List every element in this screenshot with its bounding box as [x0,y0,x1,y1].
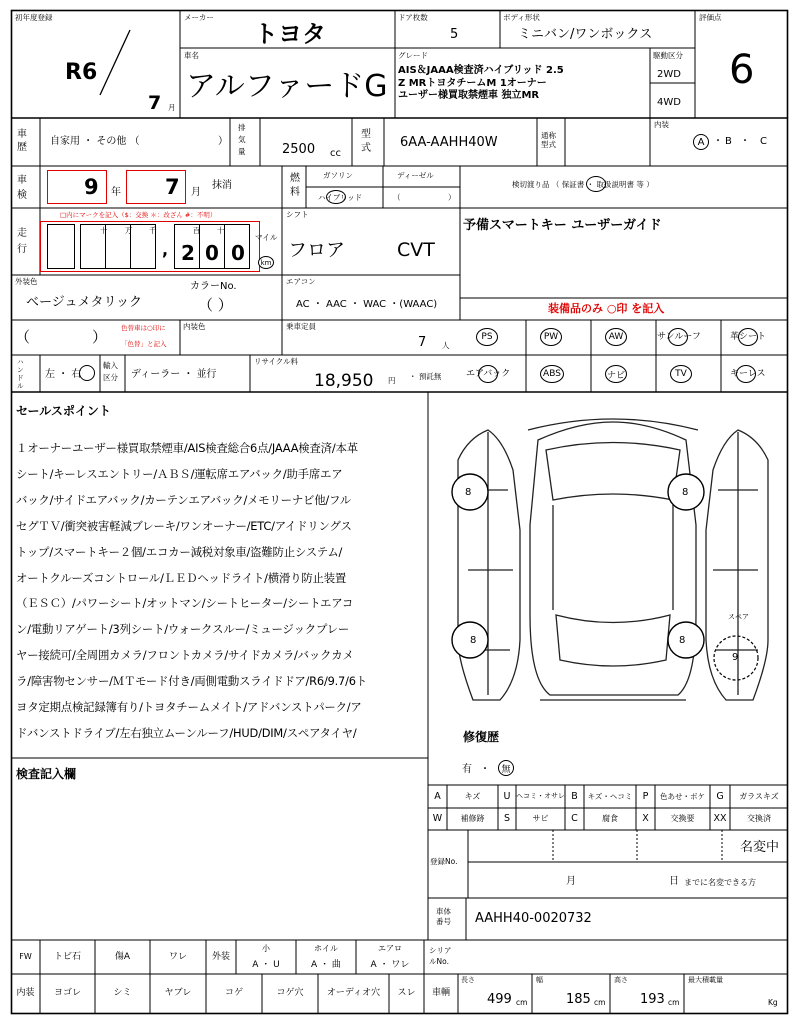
keyless-circle [736,365,756,383]
equipment-tv: TV [670,365,692,383]
sales-line: （ＥＳＣ）/パワーシート/オットマン/シートヒーター/シートエアコ [16,596,354,611]
cancelled: 抹消 [212,180,232,191]
interior-label: 内装 [16,988,35,998]
accessories: 予備スマートキー ユーザーガイド [463,218,662,233]
legend-code: B [571,790,578,802]
month-unit: 月 [191,187,201,198]
legend-code: C [571,813,578,825]
year-unit: 年 [111,187,121,198]
color: ベージュメタリック [26,295,142,310]
exterior-label: 外装 [211,951,230,962]
mileage-digit: 0 [231,241,245,265]
width-value: 185 [566,992,591,1007]
body-type: ミニバン/ワンボックス [518,27,653,42]
registration-deadline: までに名変できる方 [684,878,756,887]
color-change-close: ） [92,328,108,346]
fuel-diesel: ディーゼル [397,171,434,180]
sales-line: セグＴＶ/衝突被害軽減ブレーキ/ワンオーナー/ETC/アイドリングス [16,518,352,533]
grade-label: グレード [398,51,428,60]
dot: ・ [713,136,723,147]
first-reg-label: 初年度登録 [15,13,53,22]
recycle-amount: 18,950 [314,371,374,391]
fw-item: トビ石 [53,951,81,962]
grade-line-1: AIS＆JAAA検査済ハイブリッド 2.5 [398,65,564,76]
interior-item: ヤブレ [164,988,192,998]
transmission: CVT [397,239,435,261]
wheel-label: ホイル [314,943,338,953]
legend-desc: 交換済 [747,814,771,823]
sales-line: ドバンストドライブ/左右独立ムーンルーフ/HUD/DIM/スペアタイヤ/ [16,725,357,740]
fuel-label: 燃料 [290,173,300,198]
ac-options: AC ・ AAC ・ WAC ・(WAAC) [296,299,438,310]
history-value: 自家用 ・ その他 （ [50,136,140,147]
documents: 検切渡り品 （ 保証書 ・ 取扱説明書 等 ） [512,180,654,189]
history-label: 車歴 [17,129,27,153]
drive-4wd: 4WD [657,97,681,108]
interior-item: スレ [397,988,416,998]
equipment-abs: ABS [540,365,564,383]
sales-line: トップ/スマートキー２個/エコカー減税対象車/盗難防止システム/ [16,544,343,559]
interior-item: シミ [113,988,132,998]
cm-unit: cm [668,998,680,1007]
height-value: 193 [640,992,665,1007]
mileage-comma: , [162,240,169,259]
shift-type: フロア [288,239,346,261]
equipment-pw: PW [540,328,562,346]
drive-label: 駆動区分 [653,51,683,60]
unit-label: 十 [217,226,225,235]
cm-unit: cm [516,998,528,1007]
maker: トヨタ [254,20,326,48]
aero-value: A ・ ワレ [370,960,410,970]
ac-label: エアコン [286,277,316,286]
airbag-circle [478,365,498,383]
color-label: 外装色 [15,277,38,286]
mileage-note: □内にマークを記入（$：交換 ＊：改ざん #：不明） [60,211,217,219]
displacement-unit: cc [330,148,341,159]
body-type-label: ボディ形状 [503,13,540,22]
legend-code: S [503,813,511,825]
color-change-note-2: 「色替」と記入 [121,340,167,348]
max-load-unit: Kg [768,998,778,1007]
capacity: 7 [418,335,427,350]
legend-code: W [432,813,443,825]
recycle-label: リサイクル料 [254,357,298,366]
fuel-gasoline: ガソリン [323,171,353,180]
legend-code: G [716,790,724,802]
interior-grade-a: A [693,134,709,150]
fuel-other-close: ） [448,193,456,202]
aero-label: エアロ [378,943,402,953]
legend-desc: キズ・ヘコミ [587,791,633,801]
model: 6AA-AAHH40W [400,135,498,150]
dot: ・ [740,136,750,147]
first-reg-month: 7 [148,92,162,114]
repair-no: 無 [498,760,514,776]
fuel-other-open: （ [393,193,401,202]
score: 6 [729,47,755,93]
doors: 5 [450,27,459,42]
equipment-navi: ナビ [605,365,627,383]
spare-value: 9 [732,652,739,663]
vin-label: 車体番号 [436,907,451,926]
interior-item: ヨゴレ [53,988,81,998]
sales-line: バック/サイドエアバック/カーテンエアバック/メモリーナビ他/フル [16,492,351,507]
documents-circle [586,176,606,192]
tire-front-right: 8 [682,487,689,498]
tire-front-left: 8 [465,487,472,498]
inspection-month: 7 [165,175,180,199]
sales-line: シート/キーレスエントリー/ＡＢＳ/運転席エアバック/助手席エア [16,466,343,481]
equipment-aw: AW [605,328,627,346]
capacity-unit: 人 [442,341,450,350]
dimensions-label: 車輌 [431,988,450,998]
legend-desc: ヘコミ・オサレ [516,792,565,800]
repair-label: 修復歴 [463,730,500,744]
grade-line-3: ユーザー様買取禁煙車 独立MR [398,90,540,101]
recycle-unit: 円 [388,376,396,385]
first-reg-month-unit: 月 [168,103,176,112]
width-label: 幅 [536,976,543,984]
height-label: 高さ [614,976,628,984]
sales-line: オートクルーズコントロール/ＬＥＤヘッドライト/横滑り防止装置 [16,570,347,585]
name-change: 名変中 [740,840,780,855]
mileage-digit: 0 [205,241,219,265]
doors-label: ドア枚数 [398,13,428,22]
legend-desc: キズ [464,791,481,801]
inspection-year: 9 [84,175,99,199]
handle-right-circle [79,365,95,381]
unit-label: 十 [100,226,108,235]
mileage-mark-box [47,224,75,269]
interior-item: コゲ穴 [276,988,304,998]
sales-title: セールスポイント [16,404,111,418]
unit-label: 千 [149,226,157,235]
sales-line: ヤー接続可/全周囲カメラ/フロントカメラ/サイドカメラ/バックカメ [16,648,354,663]
legend-code: X [642,813,649,825]
interior-item: オーディオ穴 [326,988,381,998]
inspection-label: 車検 [17,175,27,201]
repair-dot: ・ [480,764,490,775]
cm-unit: cm [594,998,606,1007]
fw-item: 傷A [114,951,131,962]
legend-code: U [503,790,511,802]
max-load-label: 最大積載量 [688,976,723,984]
leather-circle [738,328,758,346]
mileage-unit-label: マイル [255,233,278,242]
common-model-label: 通称型式 [541,131,556,149]
mileage-label: 走行 [17,228,27,255]
interior-grade-b: B [725,136,732,147]
length-label: 長さ [461,976,475,984]
interior-grade-c: C [760,136,767,147]
registration-label: 登録No. [430,857,458,866]
repair-yes: 有 [462,764,472,775]
capacity-label: 乗車定員 [286,322,316,331]
color-change-note-1: 色替車は○印に [121,324,166,332]
car-name: アルファードG [186,69,388,104]
maker-label: メーカー [184,13,214,22]
displacement-label: 排気量 [238,123,246,156]
legend-code: A [434,790,441,802]
small-label: 小 [262,943,270,953]
score-label: 評価点 [699,13,722,22]
equipment-airbag: エアバック [466,369,511,379]
sales-line: １オーナーユーザー様買取禁煙車/AIS検査総合6点/JAAA検査済/本革 [16,441,358,455]
inspection-notes-title: 検査記入欄 [16,767,77,781]
sales-line: ヨタ定期点検記録簿有り/トヨタチームメイト/アドバンストパーク/ア [16,700,362,715]
legend-desc: ガラスキズ [739,791,779,801]
interior-item: コゲ [224,988,243,998]
length-value: 499 [487,992,512,1007]
legend-code: XX [713,813,727,825]
color-no-label: カラーNo. [190,281,237,292]
equipment-keyless: キーレス [730,369,766,379]
import-value: ディーラー ・ 並行 [131,369,217,380]
equipment-ps: PS [476,328,498,346]
legend-desc: 交換要 [670,814,695,823]
spare-label: スペア [728,613,749,621]
equipment-leather: 革シート [730,332,767,342]
wheel-value: A ・ 曲 [311,960,341,970]
fuel-hybrid: ハイブリッド [318,193,363,202]
small-value: A ・ U [252,960,280,970]
fw-label: FW [19,952,32,961]
displacement: 2500 [282,142,316,157]
unit-label: 万 [125,226,133,235]
fw-item: ワレ [168,951,187,962]
vin-value: AAHH40-0020732 [475,911,592,926]
legend-desc: 腐食 [602,814,618,823]
registration-day: 日 [669,876,679,887]
mileage-unit-km: km [258,256,274,269]
interior-color-label: 内装色 [183,322,206,331]
fuel-hybrid-circle [326,190,346,204]
import-label: 輸入区分 [103,361,118,382]
drive-2wd: 2WD [657,69,681,80]
sunroof-circle [668,328,688,346]
sales-line: ン/電動リアゲート/3列シート/ウォークスルー/ミュージックプレー [16,622,350,637]
legend-desc: 補修跡 [460,814,485,823]
color-no-value: （ ） [198,296,233,314]
model-label: 型式 [361,129,371,154]
equipment-sunroof: サンルーフ [657,332,701,342]
history-close: ） [218,136,228,147]
grade-line-2: Z MRトヨタチームM 1オーナー [398,78,547,89]
legend-code: P [642,790,649,802]
car-diagram [428,410,788,720]
mileage-digit: 2 [181,241,195,265]
car-name-label: 車名 [184,51,199,60]
recycle-deposit: ・ 預託無 [409,372,442,381]
legend-desc: サビ [532,814,549,823]
sales-text [16,436,424,747]
tire-rear-left: 8 [470,635,477,646]
handle-label: ハンドル [17,358,24,390]
serial-label: シリアルNo. [429,946,452,966]
tire-rear-right: 8 [679,635,686,646]
color-change-open: （ [15,328,31,346]
interior-label: 内装 [654,120,669,129]
sales-line: ラ/障害物センサー/ＭＴモード付き/両側電動スライドドア/R6/9.7/6ト [16,674,367,689]
handle-value: 左 ・ 右 [45,369,82,380]
legend-desc: 色あせ・ボケ [660,791,705,801]
unit-label: 百 [193,226,201,235]
shift-label: シフト [286,210,309,219]
equipment-title: 装備品のみ ○印 を記入 [548,302,665,315]
first-reg-era: R6 [65,60,98,85]
registration-month: 月 [566,876,576,887]
